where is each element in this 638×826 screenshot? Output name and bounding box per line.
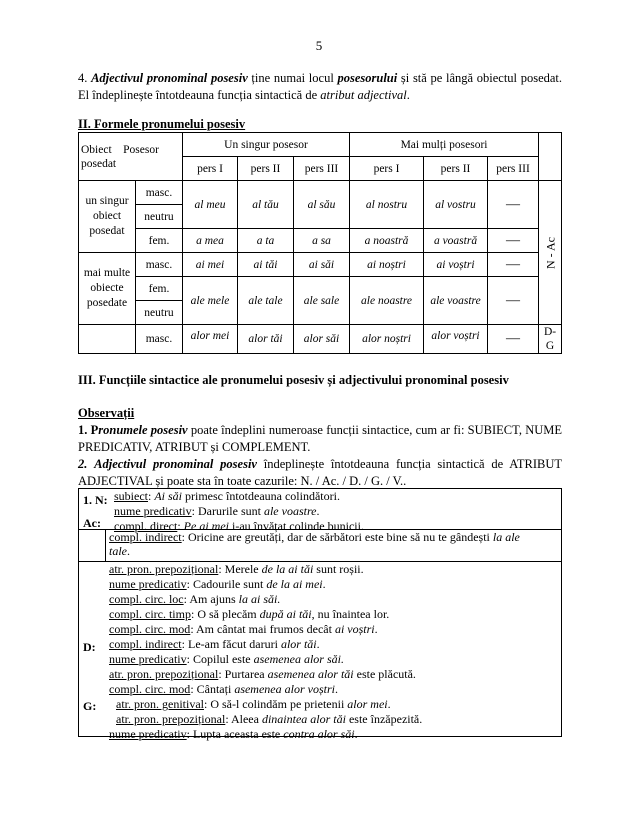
function-example-row [116,697,391,712]
form-cell: al său [294,181,350,229]
example-possessive: la ale [492,530,520,544]
function-name: nume predicativ [109,577,187,591]
function-name: nume predicativ [109,652,187,666]
function-example-row [109,544,130,559]
form-cell: alor tăi [238,325,294,354]
section-3-title: III. Funcțiile sintactice ale pronumelui posesiv și adjectivului pronominal posesiv [78,373,509,387]
function-example-row [116,712,422,727]
example-possessive: la ai săi. [238,592,281,606]
gender-label: fem. [136,229,183,253]
form-cell: alor mei [183,325,238,354]
example-possessive: alor mei [347,697,388,711]
form-cell: a sa [294,229,350,253]
form-cell: a ta [238,229,294,253]
example-text: : [148,489,155,503]
example-possessive: Pe ai mei [183,519,229,533]
form-cell: ale voastre [424,277,488,325]
function-example-row [109,562,364,577]
example-text: : Lupta aceasta este [186,727,284,741]
form-cell: al tău [238,181,294,229]
function-name: compl. direct [114,519,178,533]
function-name: compl. circ. mod [109,622,191,636]
form-cell: alor noștri [350,325,424,354]
example-text: este plăcută. [353,667,416,681]
gender-label: masc. [136,253,183,277]
example-text: : Cântați [190,682,235,696]
example-possessive: ai voștri [334,622,375,636]
gender-label: masc. [136,181,183,205]
form-cell: ai săi [294,253,350,277]
function-name: nume predicativ [114,504,192,518]
form-cell: al vostru [424,181,488,229]
example-text: : Am ajuns [183,592,239,606]
example-text: : Oricine are greutăți, dar de sărbători este bine să nu te gândești [181,530,493,544]
header-multiple-possessors: Mai mulți posesori [350,133,539,157]
example-text: : Copilul este [186,652,254,666]
form-cell: alor voștri [424,325,488,354]
example-text: : Le-am făcut daruri [181,637,281,651]
example-text: este înzăpezită. [345,712,423,726]
function-example-row [109,652,344,667]
example-text: : O să-l colindăm pe prietenii [203,697,348,711]
case-label-n-ac: N - Ac [539,181,562,325]
function-example-row [109,682,338,697]
example-possessive: Ai săi [154,489,183,503]
form-cell: ale noastre [350,277,424,325]
syntactic-functions-box [78,488,562,741]
function-name: subiect [114,489,148,503]
example-text: : Cadourile sunt [186,577,267,591]
empty-form-dash: — [488,253,539,277]
person-header: pers I [183,157,238,181]
intro-term: Adjectivul pronominal posesiv [91,71,248,85]
form-cell: ale mele [183,277,238,325]
function-name: atr. pron. prepozițional [109,667,219,681]
function-example-row [109,637,320,652]
function-name: compl. circ. loc [109,592,184,606]
example-text: i-au învățat colinde bunicii. [228,519,364,533]
form-cell: ai mei [183,253,238,277]
example-text: : Purtarea [218,667,268,681]
example-possessive: tale [109,544,127,558]
form-cell: ai voștri [424,253,488,277]
example-possessive: contra alor săi [283,727,355,741]
function-example-row [109,667,416,682]
example-text: . [316,504,320,518]
form-cell: ale tale [238,277,294,325]
function-example-row [114,489,340,504]
observatii-point-1: 1. Pronumele posesiv poate îndeplini numeroase funcții sintactice, cum ar fi: SUBIECT, NUME PREDICATIV, ATRIBUT și COMPLEMENT. [78,423,563,454]
person-header: pers III [294,157,350,181]
example-text: , nu înaintea lor. [311,607,390,621]
example-possessive: de la ai mei [266,577,323,591]
example-text: : Darurile sunt [191,504,264,518]
function-name: compl. indirect [109,530,182,544]
empty-form-dash: — [488,229,539,253]
page-number: 5 [315,38,323,53]
example-possessive: dinaintea alor tăi [261,712,346,726]
example-text: . [354,727,358,741]
function-example-row [109,622,378,637]
form-cell: a mea [183,229,238,253]
function-name: compl. indirect [109,637,182,651]
example-possessive: asemenea alor tăi [267,667,354,681]
function-name: compl. circ. mod [109,682,191,696]
function-example-row [109,577,326,592]
example-text: : Merele [218,562,262,576]
form-cell: ale sale [294,277,350,325]
function-example-row [109,727,358,742]
function-example-row [114,504,320,519]
example-possessive: asemenea alor voștri [234,682,335,696]
example-text: : O să plecăm [190,607,260,621]
example-text: . [322,577,326,591]
example-text: . [127,544,130,558]
example-text: . [316,637,320,651]
observatii-title: Observații [78,406,135,420]
function-name: nume predicativ [109,727,187,741]
person-header: pers I [350,157,424,181]
example-text: . [334,682,338,696]
empty-form-dash: — [488,181,539,229]
example-possessive: de la ai tăi [261,562,314,576]
example-text: : [177,519,184,533]
example-text: : Am cântat mai frumos decât [190,622,335,636]
header-single-possessor: Un singur posesor [183,133,350,157]
case-label-n: 1. N: [83,493,108,507]
example-possessive: asemenea alor săi. [253,652,344,666]
example-text: . [387,697,391,711]
section-2-title: II. Formele pronumelui posesiv [78,117,246,131]
form-cell: a voastră [424,229,488,253]
gender-label: fem. [136,277,183,301]
gender-label: masc. [136,325,183,354]
form-cell: al nostru [350,181,424,229]
person-header: pers III [488,157,539,181]
intro-paragraph: 4. Adjectivul pronominal posesiv ține numai locul posesorului și stă pe lângă obiectul posedat. El îndeplinește întotdeauna funcția sintactică de atribut adjectival. [78,71,563,102]
example-possessive: după ai tăi [259,607,312,621]
gender-label: neutru [136,301,183,325]
example-text: sunt roșii. [313,562,364,576]
form-cell: a noastră [350,229,424,253]
form-cell: ai noștri [350,253,424,277]
function-name: compl. circ. timp [109,607,191,621]
empty-form-dash: — [488,277,539,325]
possessive-forms-table [78,132,562,354]
function-name: atr. pron. genitival [116,697,204,711]
case-label-g: G: [83,699,97,713]
row-label-single-object: un singur obiect posedat [79,181,136,253]
function-example-row [109,607,389,622]
form-cell: al meu [183,181,238,229]
example-text: : Aleea [225,712,262,726]
table-corner-header: Obiect Posesor posedat [79,133,183,181]
function-example-row [109,530,520,545]
case-label-d: D: [83,640,96,654]
empty-form-dash: — [488,325,539,354]
example-text: . [374,622,378,636]
person-header: pers II [424,157,488,181]
function-example-row [109,592,280,607]
gender-label: neutru [136,205,183,229]
observatii-point-2: 2. Adjectivul pronominal posesiv îndeplinește întotdeauna funcția sintactică de ATRIBUT ADJECTIVAL și poate sta în toate cazurile: N. / Ac. / D. / G. / V.. [78,457,563,488]
function-name: atr. pron. prepozițional [116,712,226,726]
example-possessive: ale voastre [263,504,317,518]
example-text: primesc întotdeauna colindători. [182,489,340,503]
form-cell: alor săi [294,325,350,354]
case-label-ac: Ac: [83,516,101,530]
function-name: atr. pron. prepozițional [109,562,219,576]
case-label-d-g: D-G [539,325,562,354]
form-cell: ai tăi [238,253,294,277]
row-label-multiple-objects: mai multe obiecte posedate [79,253,136,325]
example-possessive: alor tăi [280,637,317,651]
person-header: pers II [238,157,294,181]
